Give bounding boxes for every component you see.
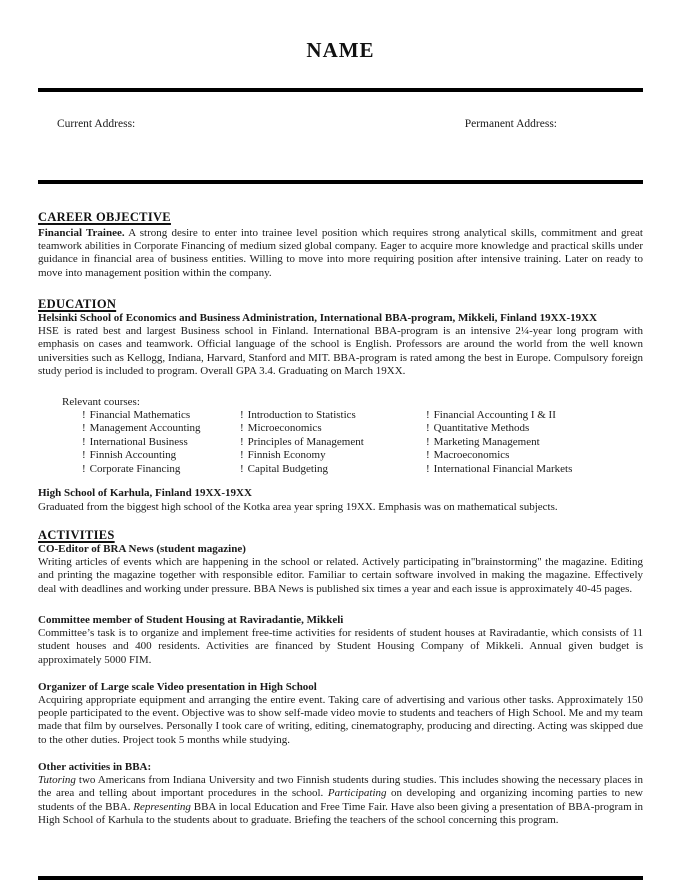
course-label: Marketing Management bbox=[433, 435, 540, 448]
course-label: Finnish Accounting bbox=[89, 449, 177, 462]
text-run: on developing and organizing incoming parties to new students of the BBA. bbox=[38, 787, 644, 813]
course-item bbox=[240, 422, 426, 436]
section-activities bbox=[38, 528, 643, 827]
activity-entry-paragraph: Writing articles of events which are happening in the school or related. Actively participating in"brainstorming" the magazine. Editing and printing the magazine together with responsible editor. Familiar to certain software involved in making the magazine. Effectively deal with deadlines and working under pressure. BBA News is published six times a year and each issue is approximately 40-45 pages. bbox=[38, 556, 643, 595]
course-bullet: ! bbox=[426, 422, 430, 435]
course-item bbox=[426, 463, 643, 477]
address-row bbox=[38, 117, 643, 131]
high-school-entry-paragraph: Graduated from the biggest high school of the Kotka area year spring 19XX. Emphasis was on mathematical subjects. bbox=[38, 500, 558, 513]
course-label: Financial Accounting I & II bbox=[433, 408, 556, 421]
course-item bbox=[82, 463, 240, 477]
course-bullet: ! bbox=[82, 449, 86, 462]
activity-entry-title: CO-Editor of BRA News (student magazine) bbox=[38, 542, 246, 555]
course-label: International Financial Markets bbox=[433, 462, 573, 475]
activity-entry-title: Organizer of Large scale Video presentation in High School bbox=[38, 680, 317, 693]
activity-entry-title: Committee member of Student Housing at Raviradantie, Mikkeli bbox=[38, 613, 344, 626]
course-label: Financial Mathematics bbox=[89, 408, 191, 421]
section-education bbox=[38, 297, 643, 514]
course-bullet: ! bbox=[240, 408, 244, 421]
text-run: two Americans from Indiana University and two Finnish students during studies. This includes showing the necessary places in the area and telling about important procedures in the school. bbox=[38, 774, 643, 800]
course-label: Principles of Management bbox=[247, 435, 364, 448]
section-career-objective bbox=[38, 210, 643, 280]
course-label: International Business bbox=[89, 435, 188, 448]
course-bullet: ! bbox=[426, 449, 430, 462]
high-school-entry-title: High School of Karhula, Finland 19XX-19XX bbox=[38, 487, 252, 500]
course-item bbox=[426, 409, 643, 423]
course-label: Corporate Financing bbox=[89, 462, 181, 475]
course-label: Quantitative Methods bbox=[433, 422, 530, 435]
course-item bbox=[240, 449, 426, 463]
course-bullet: ! bbox=[240, 435, 244, 448]
course-bullet: ! bbox=[240, 422, 244, 435]
course-bullet: ! bbox=[426, 462, 430, 475]
course-bullet: ! bbox=[82, 422, 86, 435]
activity-entry-paragraph: Committee’s task is to organize and implement free-time activities for residents of student houses at Raviradantie, which consists of 11 student houses and 400 residents. Activities are financed by Student Housing Company of Mikkeli. Annual given budget is approximately 5000 FIM. bbox=[38, 627, 643, 666]
education-heading: EDUCATION bbox=[38, 296, 117, 311]
current-address-label: Current Address: bbox=[57, 118, 136, 130]
relevant-courses-label: Relevant courses: bbox=[62, 395, 140, 408]
course-label: Introduction to Statistics bbox=[247, 408, 356, 421]
course-item bbox=[426, 422, 643, 436]
italic-run: Participating bbox=[327, 787, 387, 800]
italic-run: Tutoring bbox=[38, 774, 76, 787]
course-bullet: ! bbox=[240, 449, 244, 462]
course-item bbox=[240, 409, 426, 423]
course-bullet: ! bbox=[426, 408, 430, 421]
course-label: Finnish Economy bbox=[247, 449, 326, 462]
header-bottom-rule bbox=[38, 180, 643, 184]
italic-run: Representing bbox=[133, 800, 191, 813]
course-bullet: ! bbox=[240, 462, 244, 475]
other-activities-title: Other activities in BBA: bbox=[38, 760, 152, 773]
career-objective-paragraph bbox=[38, 227, 643, 280]
course-item bbox=[240, 463, 426, 477]
permanent-address-label: Permanent Address: bbox=[464, 118, 557, 130]
course-bullet: ! bbox=[426, 435, 430, 448]
course-bullet: ! bbox=[82, 462, 86, 475]
activities-heading: ACTIVITIES bbox=[38, 527, 115, 542]
activity-entry-paragraph: Acquiring appropriate equipment and arranging the entire event. Taking care of advertising and various other tasks. Approximately 150 people participated to the event. Objective was to show self-made video movie to students and teachers of High School. Me and my team made that film by ourselves. Personally I took care of writing, editing, cinematography, producing and directing. Acting was skipped due to the other duties. Project took 5 months while studying. bbox=[38, 694, 643, 746]
course-label: Capital Budgeting bbox=[247, 462, 329, 475]
page-title: NAME bbox=[306, 38, 375, 62]
course-list bbox=[82, 409, 643, 477]
career-objective-heading: CAREER OBJECTIVE bbox=[38, 210, 171, 224]
career-objective-lead: Financial Trainee. bbox=[38, 227, 125, 239]
course-bullet: ! bbox=[82, 408, 86, 421]
education-entry-paragraph: HSE is rated best and largest Business school in Finland. International BBA-program is an intensive 2¼-year long program with emphasis on cases and teamwork. Official language of the school is English. Professors are around the world from the well known universities such as Kellogg, Indiana, Harvard, Stanford and MIT. BBA-program is rated among the best in Europe. Compulsory foreign study period is included to program. Overall GPA 3.4. Graduating on March 19XX. bbox=[38, 325, 643, 377]
course-label: Macroeconomics bbox=[433, 449, 510, 462]
course-item bbox=[426, 436, 643, 450]
course-item bbox=[82, 409, 240, 423]
footer-rule bbox=[38, 876, 643, 880]
course-bullet: ! bbox=[82, 435, 86, 448]
course-item bbox=[82, 422, 240, 436]
career-objective-text: A strong desire to enter into trainee level position which requires strong analytical skills, commitment and great teamwork abilities in Corporate Financing of medium sized global company. Eager to acquire more knowledge and practical skills under guidance in financial area of business entities. Willing to move into more requiring position after intensive training. Later on ready to move into management position within the company. bbox=[38, 227, 643, 279]
course-label: Management Accounting bbox=[89, 422, 201, 435]
course-item bbox=[240, 436, 426, 450]
course-label: Microeconomics bbox=[247, 422, 322, 435]
other-activities-paragraph bbox=[38, 774, 643, 827]
education-entry-title: Helsinki School of Economics and Business Administration, International BBA-program, Mikkeli, Finland 19XX-19XX bbox=[38, 311, 598, 324]
course-item bbox=[82, 449, 240, 463]
course-item bbox=[82, 436, 240, 450]
header-top-rule bbox=[38, 88, 643, 92]
course-item bbox=[426, 449, 643, 463]
text-run: BBA in local Education and Free Time Fair. Have also been giving a presentation of BBA-program in High School of Karhula to the students about to graduate. Briefing the teachers of the school concerning this program. bbox=[38, 800, 643, 826]
